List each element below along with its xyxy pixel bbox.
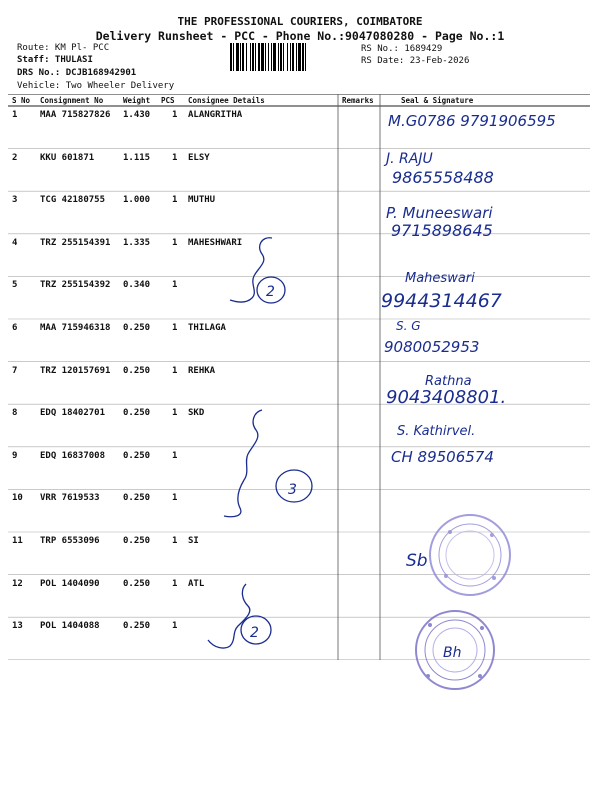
col-weight: Weight [123,96,151,105]
row-pcs: 1 [172,450,178,461]
signature-row-11: Sb [406,551,428,571]
row-pcs: 1 [172,195,178,206]
barcode-bar [252,43,254,71]
row-weight: 0.340 [123,280,151,291]
row-sno: 1 [12,110,18,120]
circle-mark-label-2: 3 [288,482,297,498]
row-consignee: MAHESHWARI [188,237,243,248]
row-pcs: 1 [172,408,178,419]
row-sno: 2 [12,152,18,163]
row-pcs: 1 [172,152,178,163]
barcode-bar [280,43,282,71]
row-consignee: SI [188,536,199,546]
row-weight: 1.430 [123,110,151,120]
row-pcs: 1 [172,323,178,333]
barcode-bar [296,43,297,71]
row-sno: 13 [12,621,23,632]
row-pcs: 1 [172,237,178,248]
row-consignee: ALANGRITHA [188,110,243,120]
barcode [230,43,355,71]
row-consignee: MUTHU [188,195,216,206]
row-pcs: 1 [172,493,178,504]
row-consignee: REHKA [188,365,216,376]
signature-row-3-phone: 9715898645 [391,221,493,240]
barcode-bar [273,43,276,71]
signature-row-3-name: P. Muneeswari [386,204,493,222]
signature-row-2-name: J. RAJU [386,151,433,167]
row-consignment-no: VRR 7619533 [40,493,100,504]
signature-row-5-phone: 9944314467 [381,290,502,312]
barcode-bar [305,43,306,71]
row-sno: 3 [12,195,18,206]
circle-mark-label-1: 2 [266,284,275,300]
table-grid [8,94,590,660]
row-sno: 12 [12,578,23,589]
row-weight: 0.250 [123,578,151,589]
signature-row-6-phone: 9080052953 [384,338,480,356]
barcode-bar [230,43,232,71]
barcode-bar [290,43,291,71]
barcode-bar [271,43,272,71]
barcode-bar [255,43,256,71]
row-pcs: 1 [172,365,178,376]
row-consignment-no: TRP 6553096 [40,536,100,546]
row-sno: 7 [12,365,18,376]
row-sno: 4 [12,237,18,248]
rs-date: RS Date: 23-Feb-2026 [361,56,470,66]
row-consignment-no: POL 1404090 [40,578,100,589]
drs-field: DRS No.: DCJB168942901 [17,68,137,78]
row-consignment-no: KKU 601871 [40,152,95,163]
row-consignee: ATL [188,578,205,589]
barcode-bar [278,43,279,71]
barcode-bar [283,43,284,71]
col-consignee: Consignee Details [188,96,265,105]
barcode-bar [242,43,244,71]
signature-row-2-phone: 9865558488 [392,168,494,187]
row-consignment-no: TRZ 255154392 [40,280,111,291]
row-weight: 0.250 [123,365,151,376]
signature-row-7-name: Rathna [425,374,472,389]
row-consignment-no: EDQ 18402701 [40,408,106,419]
row-pcs: 1 [172,578,178,589]
row-consignee: THILAGA [188,323,226,333]
row-weight: 0.250 [123,536,151,546]
row-pcs: 1 [172,280,178,291]
barcode-bar [258,43,260,71]
barcode-bar [292,43,294,71]
col-pcs: PCS [161,96,175,105]
row-weight: 1.000 [123,195,151,206]
barcode-bar [287,43,288,71]
vehicle-field: Vehicle: Two Wheeler Delivery [17,81,175,91]
row-consignment-no: POL 1404088 [40,621,100,632]
signature-row-7-phone: 9043408801. [386,387,507,408]
row-consignment-no: TRZ 255154391 [40,237,111,248]
row-sno: 6 [12,323,18,333]
row-sno: 11 [12,536,23,546]
barcode-bar [302,43,304,71]
row-consignment-no: MAA 715946318 [40,323,111,333]
barcode-bar [240,43,241,71]
row-consignment-no: EDQ 16837008 [40,450,106,461]
circle-mark-label-3: 2 [250,625,259,641]
barcode-bar [261,43,264,71]
runsheet-table [8,94,590,660]
row-sno: 10 [12,493,23,504]
signature-row-4: Maheswari [405,271,475,286]
row-pcs: 1 [172,110,178,120]
signature-row-1: M.G0786 9791906595 [388,112,556,130]
signature-row-9: CH 89506574 [391,448,494,466]
barcode-bar [298,43,301,71]
row-weight: 0.250 [123,408,151,419]
row-consignee: ELSY [188,152,210,163]
row-consignee: SKD [188,408,205,419]
row-sno: 5 [12,280,18,291]
col-consignment: Consignment No [40,96,104,105]
barcode-bar [233,43,234,71]
row-weight: 0.250 [123,450,151,461]
staff-field: Staff: THULASI [17,55,93,65]
col-sno: S No [12,96,31,105]
signature-row-8: S. Kathirvel. [397,424,476,439]
row-pcs: 1 [172,621,178,632]
signature-row-6-name: S. G [396,319,421,333]
company-name: THE PROFESSIONAL COURIERS, COIMBATORE [177,15,423,28]
barcode-bar [236,43,239,71]
row-weight: 1.335 [123,237,151,248]
row-weight: 0.250 [123,323,151,333]
col-remarks: Remarks [342,96,374,105]
row-weight: 1.115 [123,152,151,163]
row-pcs: 1 [172,536,178,546]
row-consignment-no: TCG 42180755 [40,195,106,206]
barcode-bar [246,43,247,71]
rs-number: RS No.: 1689429 [361,44,443,54]
barcode-bar [265,43,266,71]
barcode-bar [250,43,251,71]
barcode-bar [268,43,269,71]
row-consignment-no: TRZ 120157691 [40,365,111,376]
col-seal: Seal & Signature [401,96,474,105]
row-weight: 0.250 [123,493,151,504]
signature-row-13: Bh [443,645,462,661]
row-sno: 9 [12,450,18,461]
row-sno: 8 [12,408,18,419]
row-weight: 0.250 [123,621,151,632]
row-consignment-no: MAA 715827826 [40,110,111,120]
route-field: Route: KM Pl- PCC [17,43,110,53]
runsheet-title: Delivery Runsheet - PCC - Phone No.:9047080280 - Page No.:1 [95,29,505,43]
